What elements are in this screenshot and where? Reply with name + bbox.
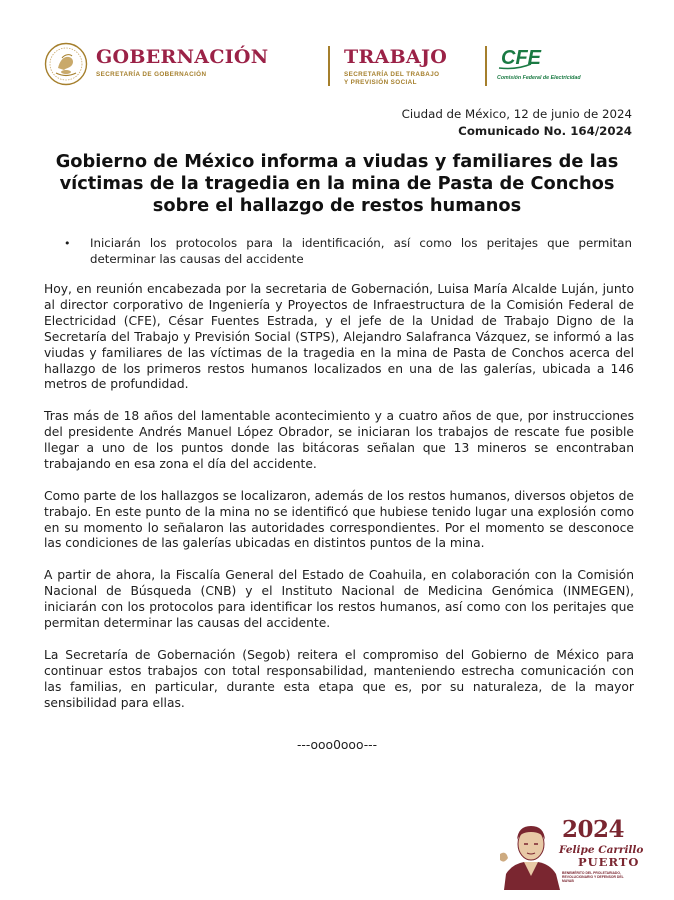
cfe-subtitle: Comisión Federal de Electricidad bbox=[497, 75, 581, 81]
portrait-icon bbox=[498, 814, 564, 890]
summary-bullet-text: Iniciarán los protocolos para la identificación, así como los peritajes que permitan determinar las causas del accidente bbox=[90, 236, 632, 266]
trabajo-title: TRABAJO bbox=[344, 46, 448, 68]
year-label: 2024 bbox=[562, 816, 625, 843]
trabajo-logo bbox=[344, 46, 447, 86]
paragraph: A partir de ahora, la Fiscalía General del Estado de Coahuila, en colaboración con la Comisión Nacional de Búsqueda (CNB) y el Instituto Nacional de Medicina Genómica (INMEGEN), iniciarán con los protocolos para identificar los restos humanos, así como con los peritajes que permitan determinar las causas del accidente. bbox=[44, 568, 634, 630]
letterhead bbox=[44, 42, 581, 96]
bullet-icon: • bbox=[64, 237, 71, 250]
gobernacion-title: GOBERNACIÓN bbox=[96, 46, 269, 68]
gobernacion-subtitle: SECRETARÍA DE GOBERNACIÓN bbox=[96, 71, 207, 78]
page-title: Gobierno de México informa a viudas y familiares de las víctimas de la tragedia en la mina de Pasta de Conchos sobre el hallazgo de restos humanos bbox=[55, 151, 619, 216]
body-text bbox=[44, 282, 634, 727]
cfe-logo-mark bbox=[497, 44, 567, 72]
cfe-logo bbox=[497, 44, 587, 81]
paragraph: La Secretaría de Gobernación (Segob) reitera el compromiso del Gobierno de México para continuar estos trabajos con total responsabilidad, manteniendo estrecha comunicación con las familias, en particular, durante esta etapa que es, por su naturaleza, de la mayor sensibilidad para ellas. bbox=[44, 647, 634, 710]
communique-number: Comunicado No. 164/2024 bbox=[458, 124, 632, 138]
honoree-motto: BENEMÉRITO DEL PROLETARIADO, REVOLUCIONARIO Y DEFENSOR DEL MAYAB bbox=[562, 871, 624, 884]
paragraph: Como parte de los hallazgos se localizaron, además de los restos humanos, diversos objetos de trabajo. En este punto de la mina no se identificó que hubiese tenido lugar una explosión como en su momento lo señalaron las autoridades correspondientes. Por el momento se desconoce las condiciones de las galerías ubicadas en distintos puntos de la mina. bbox=[44, 488, 634, 551]
coat-of-arms-icon bbox=[44, 42, 88, 86]
trabajo-subtitle-line2: Y PREVISIÓN SOCIAL bbox=[344, 78, 417, 86]
logo-divider bbox=[485, 46, 487, 86]
paragraph: Hoy, en reunión encabezada por la secretaria de Gobernación, Luisa María Alcalde Luján, junto al director corporativo de Ingeniería y Proyectos de Infraestructura de la Comisión Federal de Electricidad (CFE), César Fuentes Estrada, y el jefe de la Unidad de Trabajo Digno de la Secretaría del Trabajo y Previsión Social (STPS), Alejandro Salafranca Vázquez, se informó a las viudas y familiares de las víctimas de la tragedia en la mina de Pasta de Conchos acerca del hallazgo de los primeros restos humanos localizados en una de las galerías, ubicada a 146 metros de profundidad. bbox=[44, 282, 634, 392]
honoree-last-name: PUERTO bbox=[578, 855, 640, 869]
summary-bullet bbox=[64, 236, 632, 267]
paragraph: Tras más de 18 años del lamentable acontecimiento y a cuatro años de que, por instrucciones del presidente Andrés Manuel López Obrador, se iniciaran los trabajos de rescate fue posible llegar a uno de los puntos donde las bitácoras señalan que 13 mineros se encontraban trabajando en esa zona el día del accidente. bbox=[44, 409, 634, 471]
closing-mark: ---ooo0ooo--- bbox=[296, 738, 378, 752]
gobernacion-logo bbox=[96, 46, 268, 79]
document-meta bbox=[402, 106, 632, 140]
honoree-first-name: Felipe Carrillo bbox=[559, 844, 644, 856]
trabajo-subtitle-line1: SECRETARÍA DEL TRABAJO bbox=[344, 71, 440, 78]
place-date: Ciudad de México, 12 de junio de 2024 bbox=[401, 107, 632, 121]
logo-divider bbox=[328, 46, 330, 86]
cfe-logo-text: CFE bbox=[501, 47, 541, 69]
felipe-carrillo-puerto-emblem bbox=[498, 814, 644, 890]
